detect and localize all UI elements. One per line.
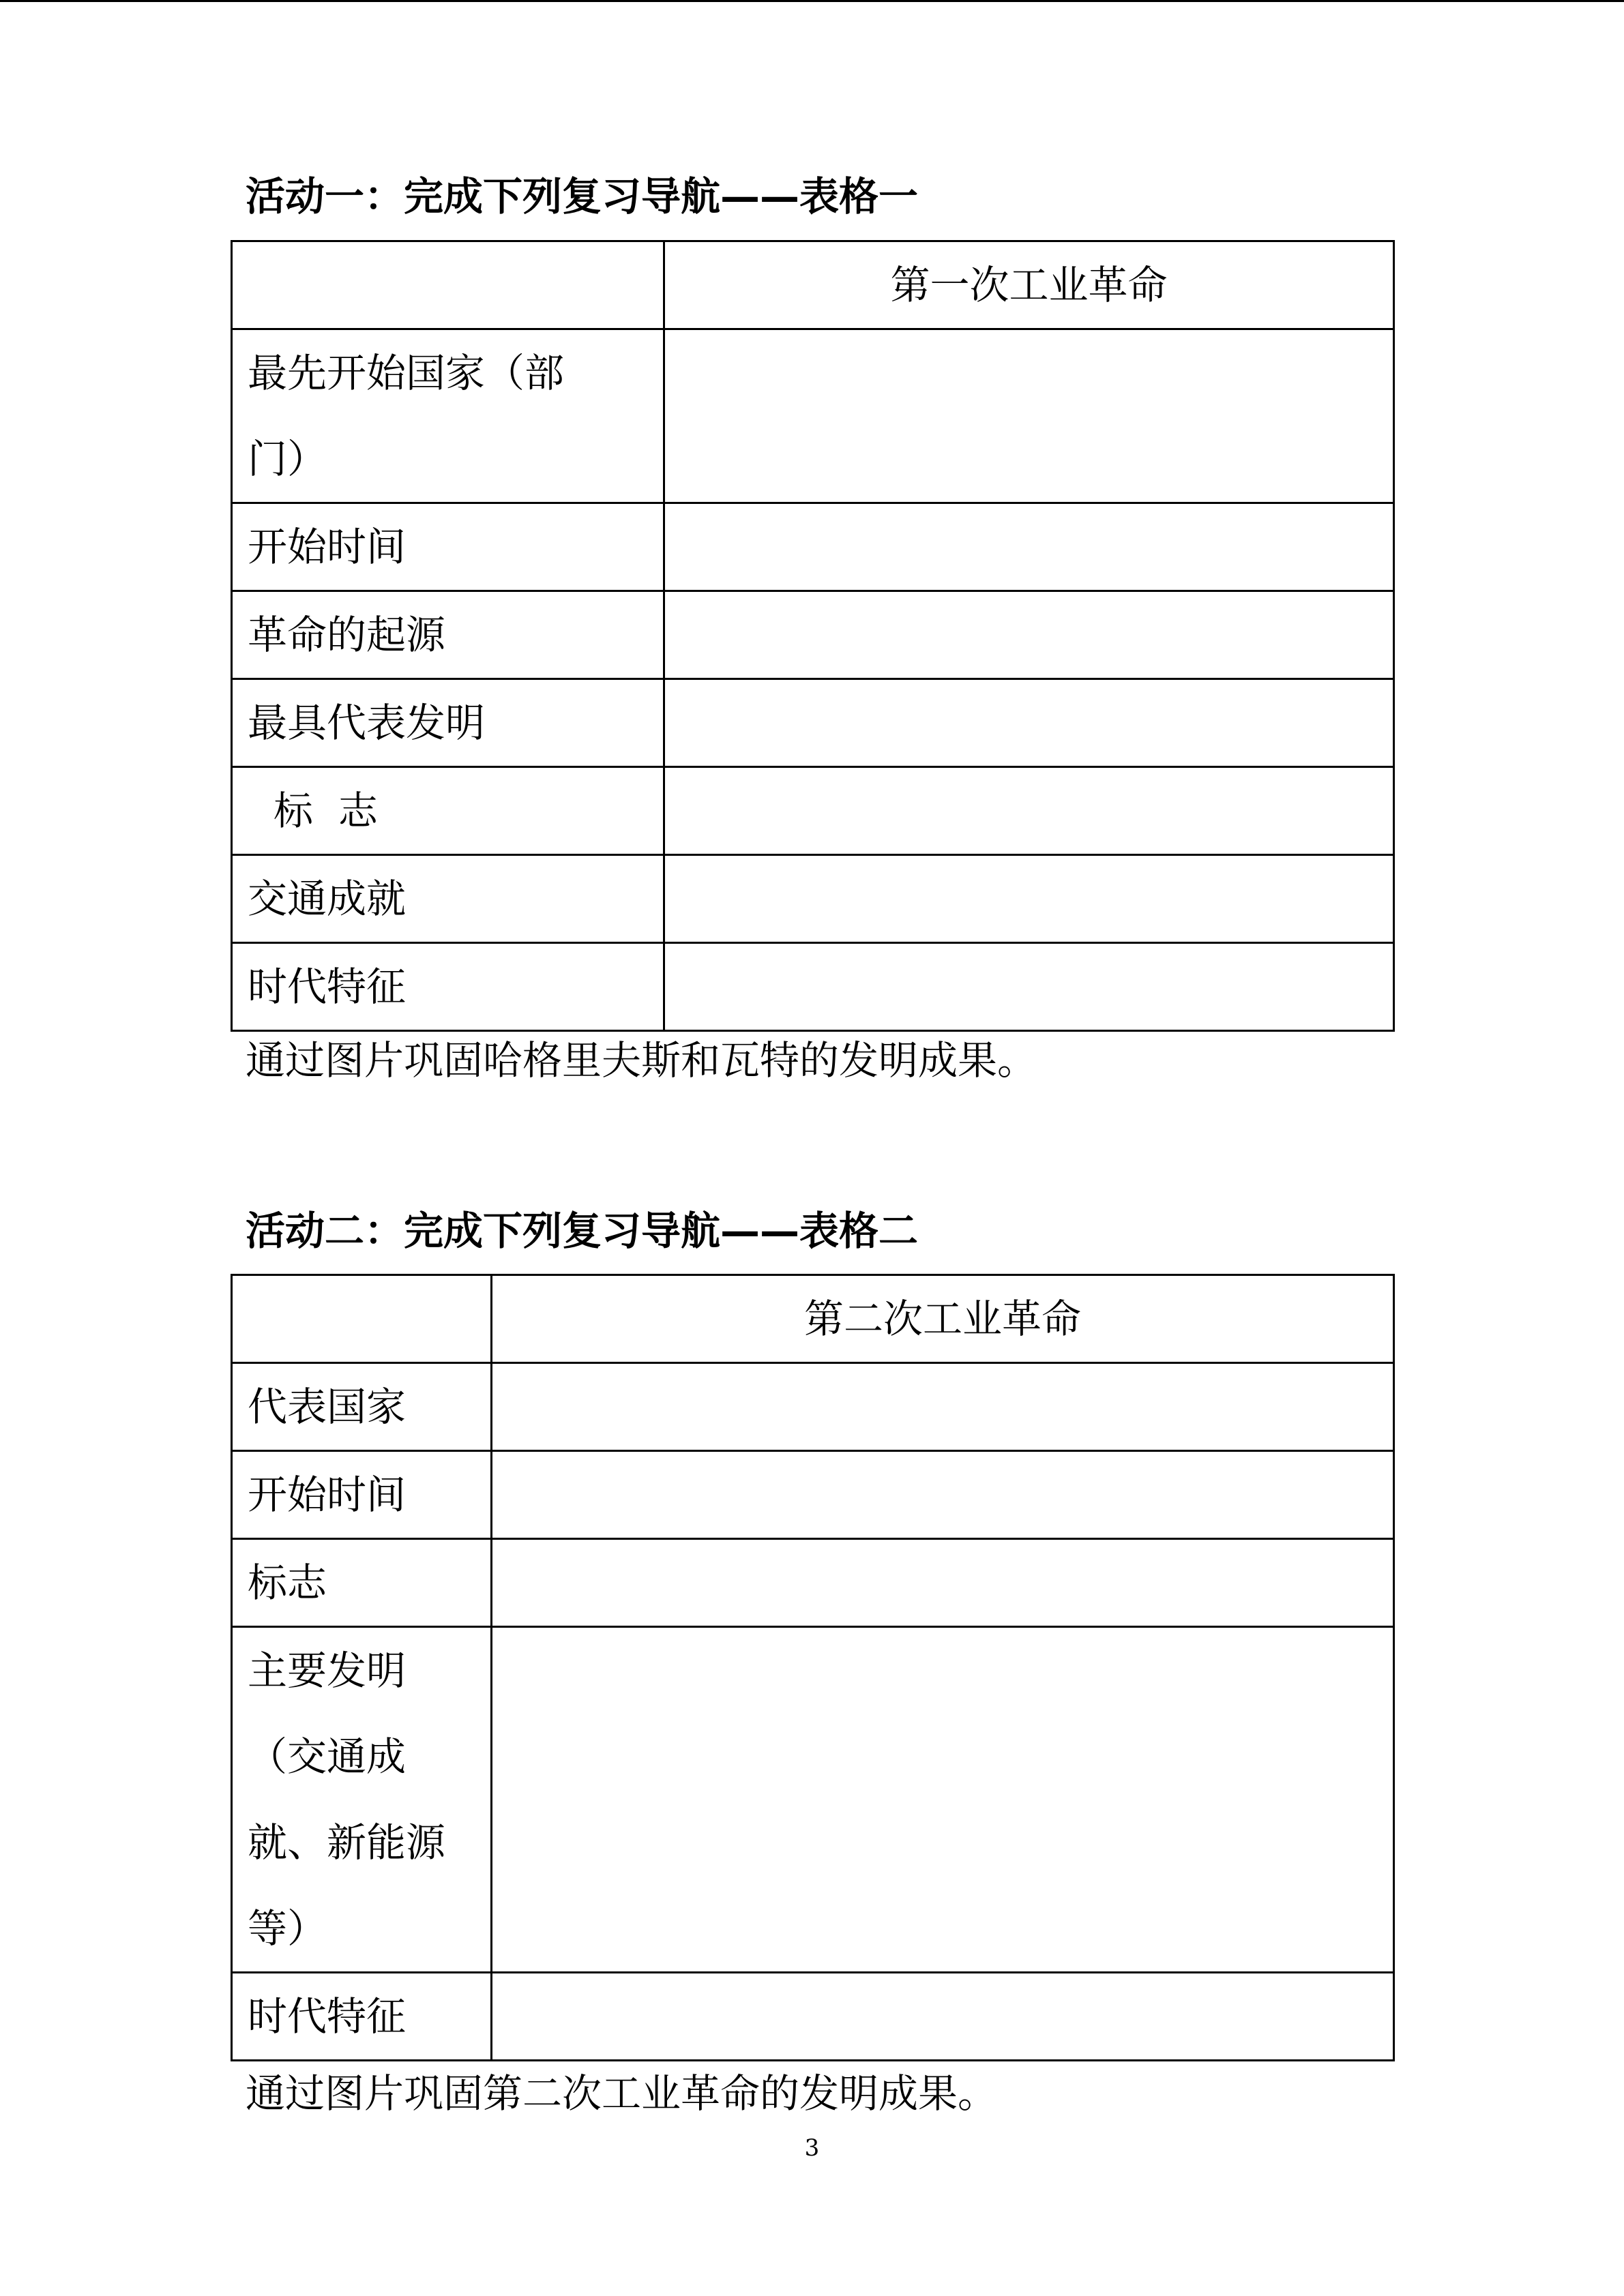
- row-label-first-country: [232, 329, 664, 503]
- answer-cell[interactable]: [492, 1627, 1394, 1973]
- table-row: [232, 1539, 1394, 1627]
- answer-cell[interactable]: [492, 1539, 1394, 1627]
- answer-cell[interactable]: [664, 855, 1394, 943]
- answer-cell[interactable]: [664, 591, 1394, 679]
- row-label-era-features: 时代特征: [232, 943, 664, 1031]
- activity-two-note: 通过图片巩固第二次工业革命的发明成果。: [246, 2070, 998, 2117]
- answer-cell[interactable]: [664, 943, 1394, 1031]
- column-header-second-revolution: 第二次工业革命: [492, 1275, 1394, 1363]
- page-top-border: [0, 0, 1624, 2]
- row-label-line: 门）: [248, 436, 327, 482]
- table-header-row: [232, 241, 1394, 329]
- table-row: [232, 329, 1394, 503]
- row-label-line: 最先开始国家（部: [248, 350, 565, 396]
- row-label-main-inventions: [232, 1627, 492, 1973]
- table-row: [232, 591, 1394, 679]
- row-label-origin: 革命的起源: [232, 591, 664, 679]
- column-header-first-revolution: 第一次工业革命: [664, 241, 1394, 329]
- table-row: [232, 1451, 1394, 1539]
- answer-cell[interactable]: [664, 329, 1394, 503]
- answer-cell[interactable]: [664, 767, 1394, 855]
- answer-cell[interactable]: [664, 503, 1394, 591]
- answer-cell[interactable]: [492, 1363, 1394, 1451]
- review-table-one: [231, 240, 1395, 1032]
- table-row: [232, 767, 1394, 855]
- table-header-row: [232, 1275, 1394, 1363]
- answer-cell[interactable]: [664, 679, 1394, 767]
- table-row: [232, 1627, 1394, 1973]
- blank-corner-cell: [232, 241, 664, 329]
- activity-one-heading: 活动一：完成下列复习导航——表格一: [246, 173, 919, 220]
- row-label-representative-invention: 最具代表发明: [232, 679, 664, 767]
- row-label-line: 就、新能源: [248, 1819, 446, 1866]
- review-table-two: [231, 1274, 1395, 2061]
- table-row: [232, 1363, 1394, 1451]
- row-label-line: 主要发明: [248, 1648, 407, 1694]
- activity-two-heading: 活动二：完成下列复习导航——表格二: [246, 1208, 919, 1254]
- answer-cell[interactable]: [492, 1973, 1394, 2061]
- row-label-line: 等）: [248, 1905, 327, 1952]
- answer-cell[interactable]: [492, 1451, 1394, 1539]
- row-label-era-features: 时代特征: [232, 1973, 492, 2061]
- row-label-start-time: 开始时间: [232, 1451, 492, 1539]
- row-label-transport-achievements: 交通成就: [232, 855, 664, 943]
- blank-corner-cell: [232, 1275, 492, 1363]
- table-row: [232, 503, 1394, 591]
- activity-one-note: 通过图片巩固哈格里夫斯和瓦特的发明成果。: [246, 1037, 1037, 1084]
- table-row: [232, 943, 1394, 1031]
- row-label-representative-countries: 代表国家: [232, 1363, 492, 1451]
- row-label-milestone: 标 志: [232, 767, 664, 855]
- table-row: [232, 679, 1394, 767]
- row-label-start-time: 开始时间: [232, 503, 664, 591]
- row-label-milestone: 标志: [232, 1539, 492, 1627]
- table-row: [232, 1973, 1394, 2061]
- row-label-line: （交通成: [248, 1733, 407, 1780]
- page-number: 3: [804, 2134, 820, 2162]
- table-row: [232, 855, 1394, 943]
